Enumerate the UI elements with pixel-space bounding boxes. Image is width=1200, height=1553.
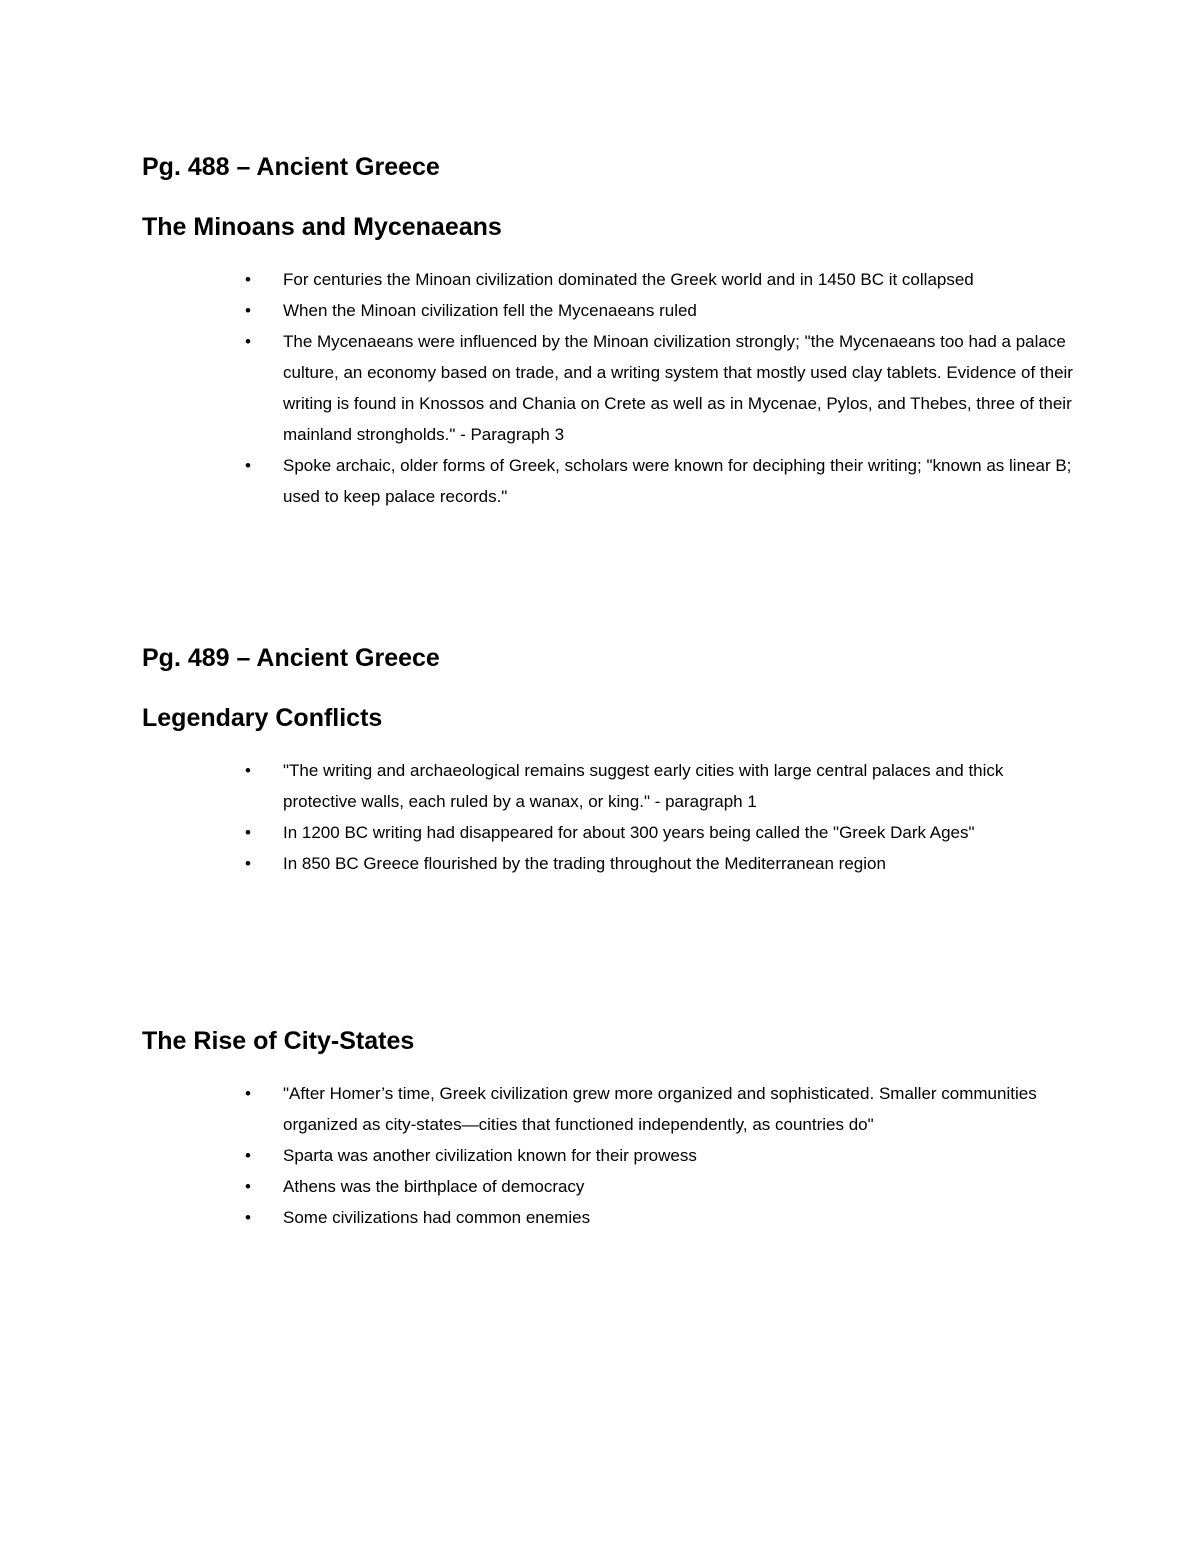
bullet-icon: • — [245, 332, 251, 351]
bullet-icon: • — [245, 1146, 251, 1165]
bullet-icon: • — [245, 456, 251, 475]
list-item — [245, 450, 1073, 512]
list-item-text: When the Minoan civilization fell the Mycenaeans ruled — [283, 301, 697, 320]
list-item-text: Sparta was another civilization known for their prowess — [283, 1146, 697, 1165]
bullet-icon: • — [245, 1208, 251, 1227]
section-heading: The Minoans and Mycenaeans — [142, 213, 502, 241]
list-item-text: "After Homer’s time, Greek civilization grew more organized and sophisticated. Smaller communities organized as city-states—cities that functioned independently, as countries do" — [283, 1084, 1037, 1134]
list-item — [245, 755, 1073, 817]
list-item — [245, 326, 1073, 450]
list-item — [245, 1078, 1073, 1140]
bullet-icon: • — [245, 270, 251, 289]
page-heading: Pg. 488 – Ancient Greece — [142, 153, 440, 181]
bullet-icon: • — [245, 301, 251, 320]
bullet-icon: • — [245, 1177, 251, 1196]
bullet-list — [245, 1078, 1073, 1233]
list-item — [245, 264, 1073, 295]
list-item — [245, 1140, 1073, 1171]
page-heading: Pg. 489 – Ancient Greece — [142, 644, 440, 672]
section-heading: Legendary Conflicts — [142, 704, 383, 732]
bullet-icon: • — [245, 854, 251, 873]
list-item-text: Spoke archaic, older forms of Greek, scholars were known for deciphing their writing; "known as linear B; used to keep palace records." — [283, 456, 1072, 506]
list-item-text: "The writing and archaeological remains suggest early cities with large central palaces and thick protective walls, each ruled by a wanax, or king." - paragraph 1 — [283, 761, 1004, 811]
list-item-text: Some civilizations had common enemies — [283, 1208, 591, 1227]
list-item-text: For centuries the Minoan civilization dominated the Greek world and in 1450 BC it collapsed — [283, 270, 974, 289]
list-item-text: The Mycenaeans were influenced by the Minoan civilization strongly; "the Mycenaeans too had a palace culture, an economy based on trade, and a writing system that mostly used clay tablets. Evidence of their writing is found in Knossos and Chania on Crete as well as in Mycenae, Pylos, and Thebes, three of their mainland strongholds." - Paragraph 3 — [283, 332, 1073, 444]
list-item — [245, 295, 1073, 326]
bullet-list — [245, 264, 1073, 512]
bullet-icon: • — [245, 823, 251, 842]
list-item — [245, 1171, 1073, 1202]
bullet-icon: • — [245, 761, 251, 780]
list-item-text: In 850 BC Greece flourished by the trading throughout the Mediterranean region — [283, 854, 886, 873]
bullet-list — [245, 755, 1073, 879]
list-item-text: Athens was the birthplace of democracy — [283, 1177, 585, 1196]
bullet-icon: • — [245, 1084, 251, 1103]
list-item — [245, 848, 1073, 879]
section-heading: The Rise of City-States — [142, 1027, 415, 1055]
list-item — [245, 817, 1073, 848]
list-item — [245, 1202, 1073, 1233]
list-item-text: In 1200 BC writing had disappeared for about 300 years being called the "Greek Dark Ages" — [283, 823, 975, 842]
